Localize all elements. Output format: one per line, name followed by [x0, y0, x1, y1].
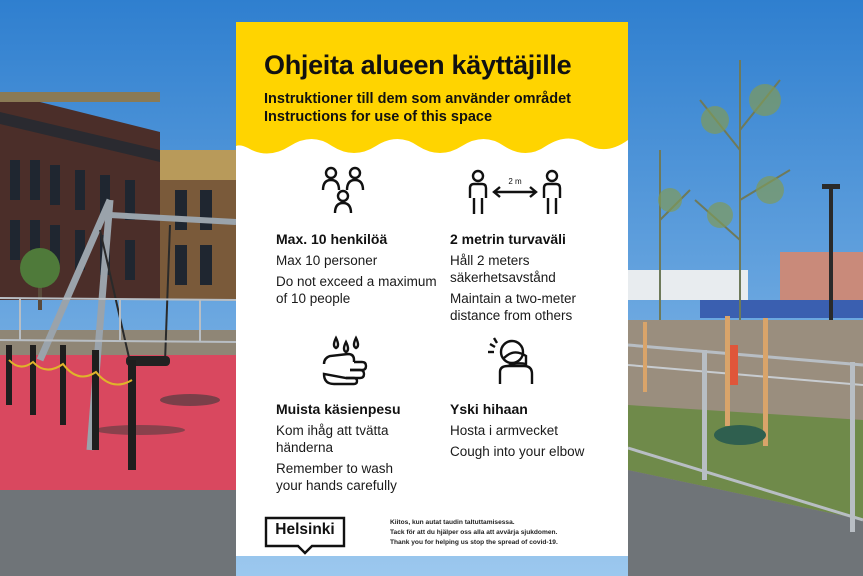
rule-max-people	[276, 164, 446, 314]
rule-cough-into-elbow	[450, 334, 620, 494]
covid-guidelines-poster	[236, 22, 628, 556]
helsinki-logo	[264, 516, 346, 548]
rule-title: 2 metrin turvaväli	[450, 231, 566, 247]
poster-subtitle-swedish: Instruktioner till dem som använder området	[264, 91, 571, 107]
cough-into-elbow-icon	[486, 336, 542, 388]
rule-line-swedish: Kom ihåg att tvätta händerna	[276, 423, 389, 455]
footer-thanks-finnish: Kiitos, kun autat taudin taltuttamisessa.	[390, 519, 515, 526]
logo-text: Helsinki	[275, 521, 335, 538]
rule-hand-washing	[276, 334, 446, 494]
two-meter-distance-icon	[466, 168, 564, 220]
rule-line-english: Do not exceed a maximum of 10 people	[276, 274, 437, 306]
rule-line-swedish: Max 10 personer	[276, 253, 378, 268]
distance-label: 2 m	[508, 177, 522, 186]
poster-subtitle-english: Instructions for use of this space	[264, 109, 493, 125]
rule-line-english: Cough into your elbow	[450, 444, 585, 459]
rule-title: Muista käsienpesu	[276, 401, 401, 417]
poster-title: Ohjeita alueen käyttäjille	[264, 50, 572, 80]
hand-washing-icon	[320, 334, 368, 388]
group-of-people-icon	[320, 164, 368, 218]
rule-line-swedish: Håll 2 meters säkerhetsavstånd	[450, 253, 556, 285]
rule-line-english: Maintain a two-meter distance from others	[450, 291, 577, 323]
rule-line-swedish: Hosta i armvecket	[450, 423, 559, 438]
rule-title: Yski hihaan	[450, 401, 528, 417]
rule-line-english: Remember to wash your hands carefully	[276, 461, 397, 493]
rule-two-meter-distance	[450, 164, 620, 323]
footer-thanks-english: Thank you for helping us stop the spread of covid-19.	[390, 539, 558, 546]
rule-title: Max. 10 henkilöä	[276, 231, 388, 247]
footer-thanks-swedish: Tack för att du hjälper oss alla att avvärja sjukdomen.	[390, 529, 558, 536]
